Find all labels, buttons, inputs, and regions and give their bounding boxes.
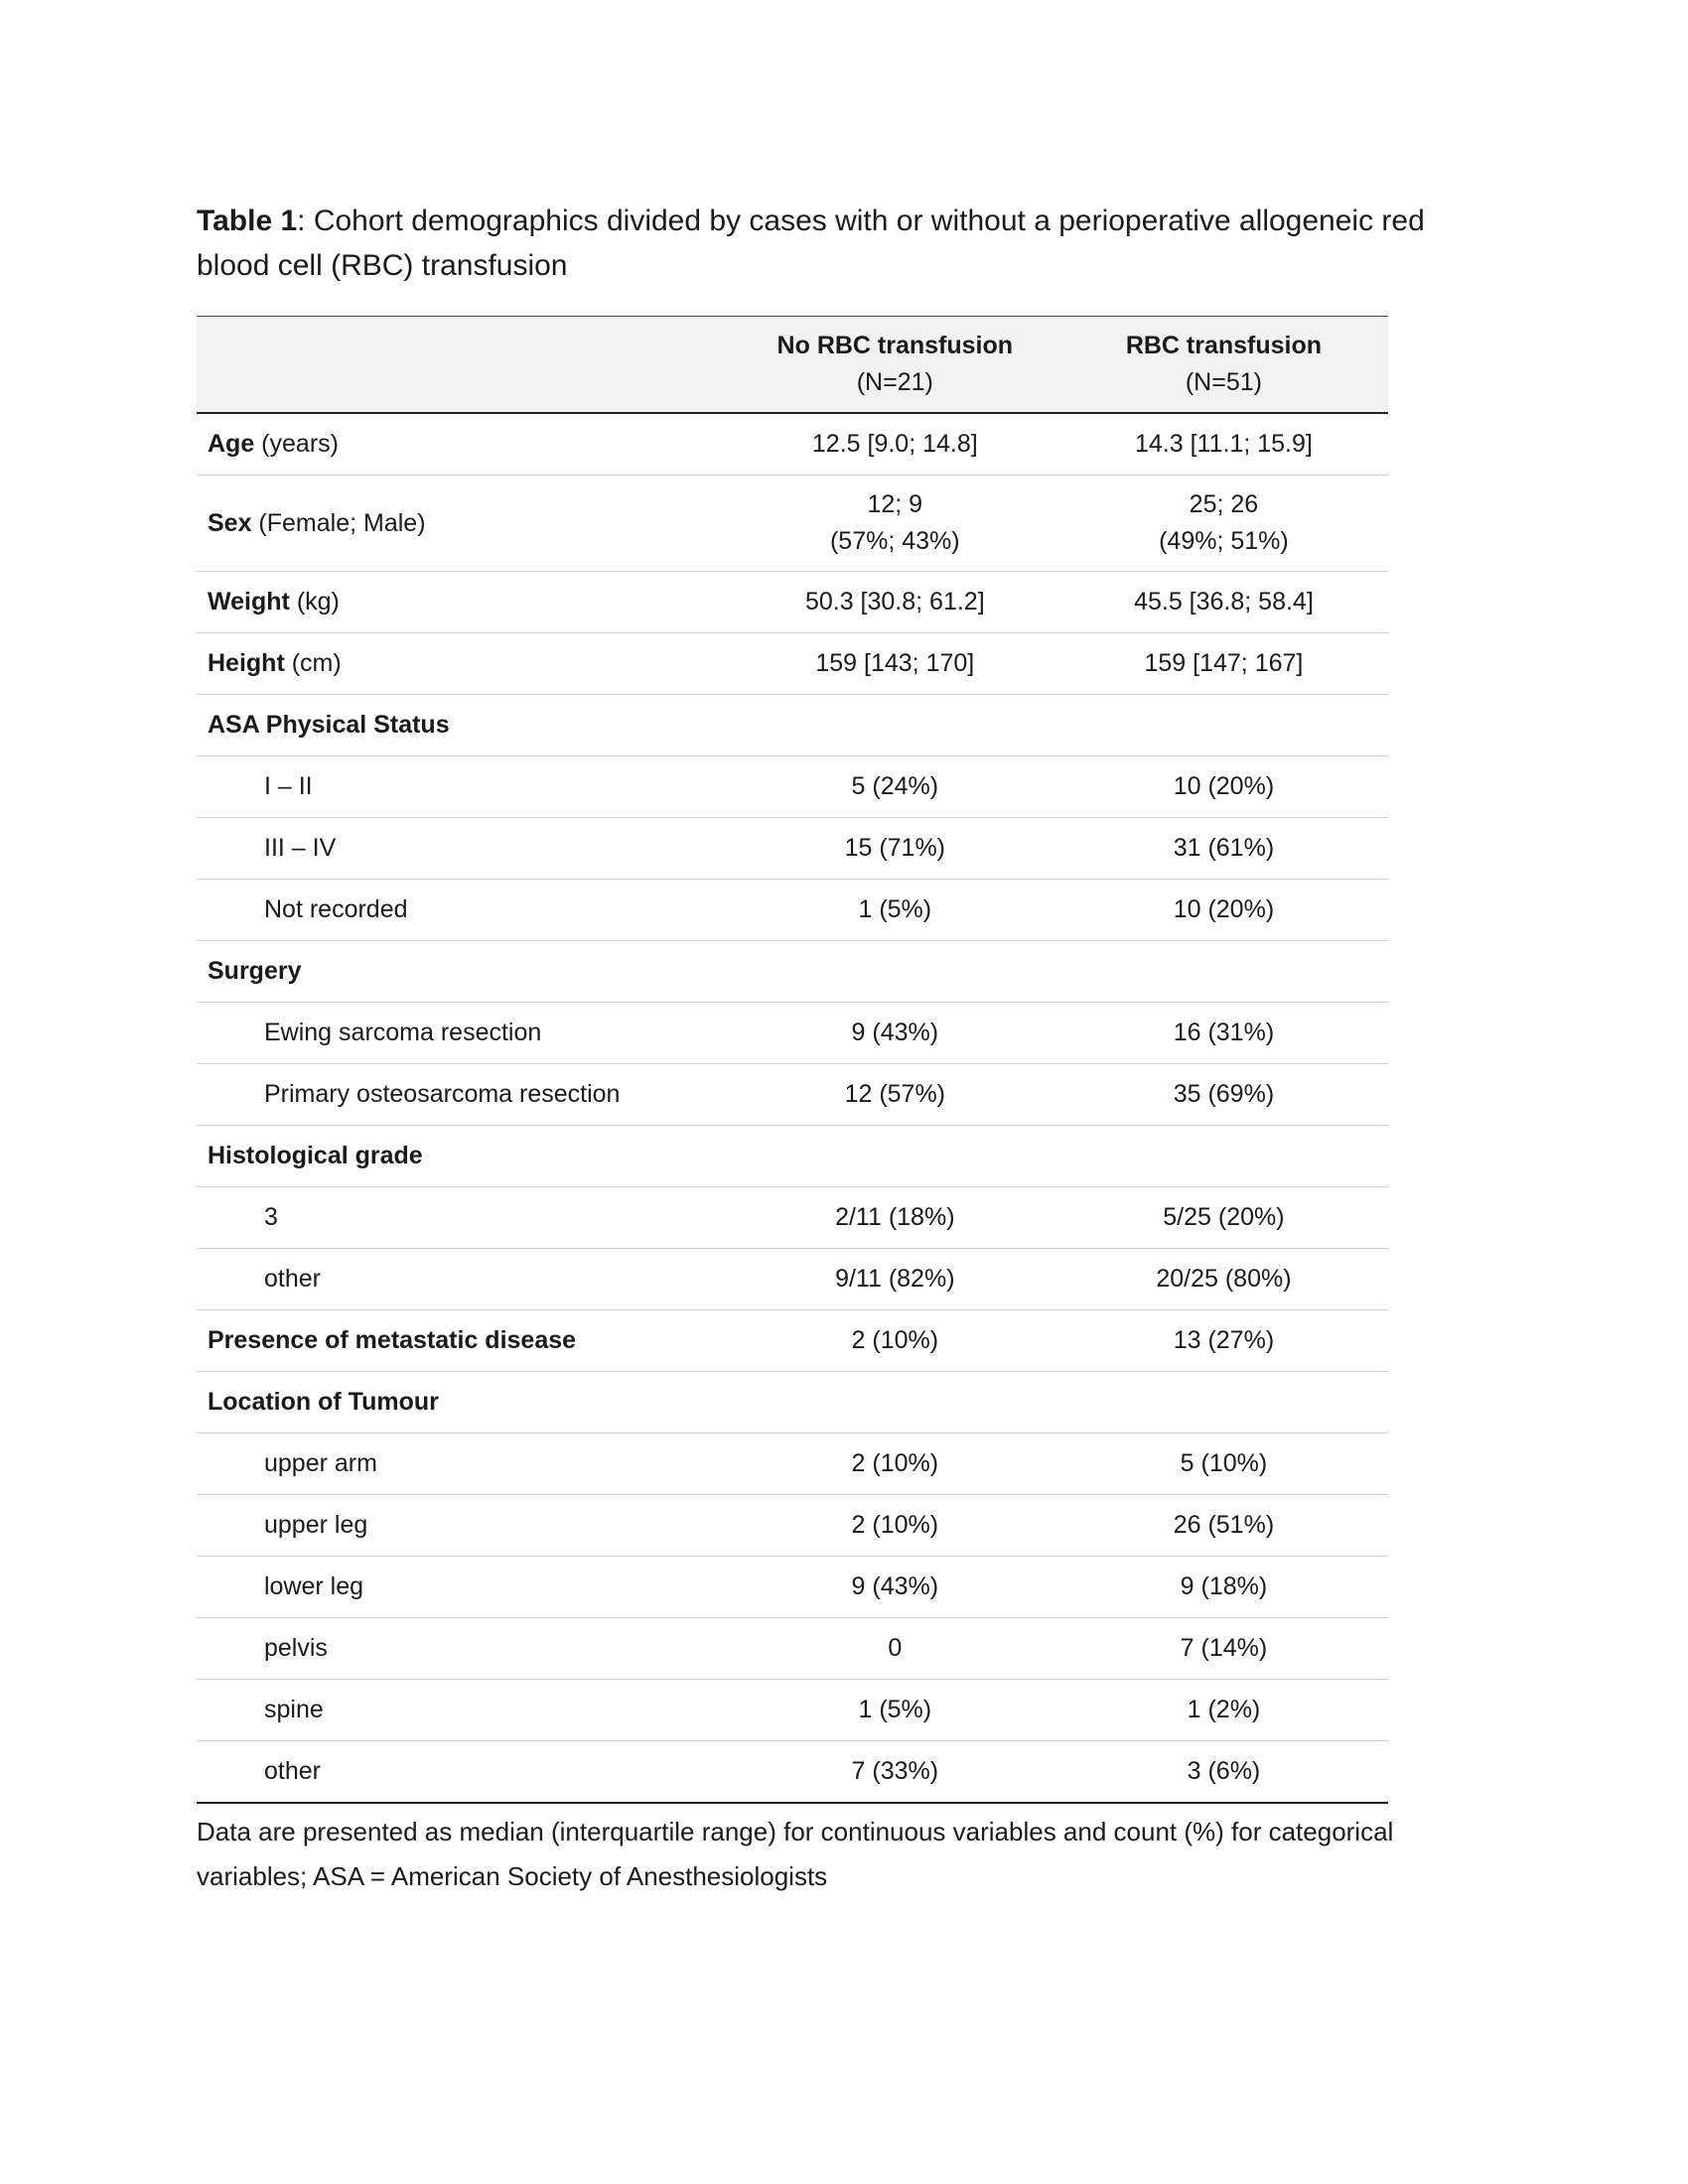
- cell-value: 35 (69%): [1173, 1080, 1275, 1108]
- table-row: [197, 1741, 1388, 1804]
- row-label-bold: Sex: [208, 508, 252, 537]
- cell-rbc: [1059, 1680, 1388, 1741]
- cell-value: 31 (61%): [1173, 834, 1275, 862]
- row-label: [197, 818, 731, 880]
- row-label-unit: (cm): [284, 649, 342, 677]
- cell-no-rbc: [731, 1064, 1059, 1126]
- table-row: [197, 413, 1388, 476]
- row-label: [197, 1557, 731, 1618]
- cell-no-rbc: [731, 413, 1059, 476]
- row-sublabel-text: upper arm: [264, 1449, 377, 1477]
- table-row: [197, 880, 1388, 941]
- row-label: [197, 1680, 731, 1741]
- table-row: [197, 818, 1388, 880]
- cell-value: 26 (51%): [1173, 1511, 1275, 1539]
- row-label-bold: Presence of metastatic disease: [208, 1326, 577, 1354]
- cell-no-rbc: [731, 1618, 1059, 1680]
- table-row: [197, 1495, 1388, 1557]
- table-row: [197, 1618, 1388, 1680]
- cell-no-rbc: [731, 818, 1059, 880]
- row-label: [197, 1187, 731, 1249]
- table-row: [197, 1126, 1388, 1187]
- cell-rbc: [1059, 572, 1388, 633]
- row-label: [197, 880, 731, 941]
- row-label: [197, 1003, 731, 1064]
- cell-value: 1 (5%): [858, 1696, 932, 1723]
- cell-value: 16 (31%): [1173, 1019, 1275, 1046]
- cell-rbc: [1059, 695, 1388, 756]
- row-sublabel-text: Not recorded: [264, 895, 408, 923]
- row-label: [197, 572, 731, 633]
- cell-value: (57%; 43%): [829, 527, 960, 555]
- row-label-unit: (Female; Male): [251, 508, 426, 537]
- cell-value: 7 (14%): [1180, 1634, 1268, 1662]
- row-label: [197, 1495, 731, 1557]
- row-label-unit: (years): [254, 430, 339, 458]
- cell-rbc: [1059, 818, 1388, 880]
- row-label: [197, 756, 731, 818]
- cell-rbc: [1059, 1126, 1388, 1187]
- row-label: [197, 1741, 731, 1804]
- table-row: [197, 1249, 1388, 1310]
- cell-value: 9/11 (82%): [835, 1265, 955, 1293]
- row-label-bold: Histological grade: [208, 1142, 423, 1169]
- table-row: [197, 1557, 1388, 1618]
- cell-value: 7 (33%): [851, 1757, 939, 1785]
- cell-value: 12; 9: [867, 490, 923, 518]
- cell-no-rbc: [731, 756, 1059, 818]
- cell-value: 1 (5%): [858, 895, 932, 923]
- cell-no-rbc: [731, 1249, 1059, 1310]
- cell-value: 2 (10%): [851, 1511, 939, 1539]
- row-sublabel-text: Primary osteosarcoma resection: [264, 1080, 621, 1108]
- cell-rbc: [1059, 413, 1388, 476]
- cell-value: 5/25 (20%): [1163, 1203, 1285, 1231]
- cell-value: 13 (27%): [1173, 1326, 1275, 1354]
- row-sublabel-text: lower leg: [264, 1572, 364, 1600]
- cell-value: 2 (10%): [851, 1449, 939, 1477]
- document-page: [197, 199, 1425, 1899]
- row-label-bold: Location of Tumour: [208, 1388, 439, 1416]
- table-row: [197, 1064, 1388, 1126]
- table-row: [197, 695, 1388, 756]
- cell-no-rbc: [731, 1741, 1059, 1804]
- table-row: [197, 572, 1388, 633]
- cell-rbc: [1059, 1249, 1388, 1310]
- cell-value: 9 (18%): [1180, 1572, 1268, 1600]
- cell-rbc: [1059, 1003, 1388, 1064]
- table-row: [197, 941, 1388, 1003]
- cell-no-rbc: [731, 1495, 1059, 1557]
- cell-value: 3 (6%): [1187, 1757, 1261, 1785]
- cell-value: 50.3 [30.8; 61.2]: [804, 588, 985, 615]
- cell-value: 15 (71%): [844, 834, 946, 862]
- row-label: [197, 476, 731, 572]
- row-label: [197, 1064, 731, 1126]
- cell-rbc: [1059, 1557, 1388, 1618]
- cell-rbc: [1059, 1372, 1388, 1433]
- cell-value: 0: [888, 1634, 903, 1662]
- cell-no-rbc: [731, 1187, 1059, 1249]
- row-sublabel-text: upper leg: [264, 1511, 368, 1539]
- cell-no-rbc: [731, 1372, 1059, 1433]
- cell-no-rbc: [731, 880, 1059, 941]
- table-caption: [197, 199, 1487, 288]
- cell-no-rbc: [731, 1003, 1059, 1064]
- demographics-table: [197, 316, 1388, 1804]
- row-label: [197, 1249, 731, 1310]
- row-label: [197, 1372, 731, 1433]
- row-label: [197, 1618, 731, 1680]
- cell-value: 12 (57%): [844, 1080, 946, 1108]
- cell-rbc: [1059, 941, 1388, 1003]
- cell-value: 2 (10%): [851, 1326, 939, 1354]
- cell-value: 9 (43%): [851, 1019, 939, 1046]
- header-no-rbc: [731, 317, 1059, 414]
- table-row: [197, 1372, 1388, 1433]
- cell-value: 159 [147; 167]: [1144, 649, 1304, 677]
- cell-value: 12.5 [9.0; 14.8]: [811, 430, 978, 458]
- header-row: [197, 317, 1388, 414]
- cell-value: 2/11 (18%): [835, 1203, 955, 1231]
- cell-no-rbc: [731, 1680, 1059, 1741]
- cell-no-rbc: [731, 572, 1059, 633]
- cell-no-rbc: [731, 1126, 1059, 1187]
- table-row: [197, 1187, 1388, 1249]
- table-row: [197, 756, 1388, 818]
- table-row: [197, 1003, 1388, 1064]
- row-sublabel-text: other: [264, 1757, 321, 1785]
- row-label-bold: Surgery: [208, 957, 302, 985]
- row-label-bold: ASA Physical Status: [208, 711, 450, 739]
- header-no-rbc-title: No RBC transfusion: [776, 332, 1014, 359]
- cell-rbc: [1059, 476, 1388, 572]
- cell-value: 10 (20%): [1173, 895, 1275, 923]
- row-sublabel-text: pelvis: [264, 1634, 328, 1662]
- cell-rbc: [1059, 1495, 1388, 1557]
- cell-value: 5 (10%): [1180, 1449, 1268, 1477]
- cell-rbc: [1059, 633, 1388, 695]
- table-header: [197, 317, 1388, 414]
- cell-value: 5 (24%): [851, 772, 939, 800]
- row-label-bold: Height: [208, 649, 285, 677]
- row-label: [197, 695, 731, 756]
- cell-rbc: [1059, 1433, 1388, 1495]
- row-sublabel-text: Ewing sarcoma resection: [264, 1019, 542, 1046]
- header-no-rbc-n: (N=21): [856, 368, 933, 396]
- row-sublabel-text: I – II: [264, 772, 313, 800]
- cell-rbc: [1059, 1618, 1388, 1680]
- row-label: [197, 1310, 731, 1372]
- cell-value: 45.5 [36.8; 58.4]: [1134, 588, 1314, 615]
- cell-value: 20/25 (80%): [1156, 1265, 1292, 1293]
- cell-rbc: [1059, 1310, 1388, 1372]
- row-sublabel-text: spine: [264, 1696, 324, 1723]
- cell-no-rbc: [731, 1557, 1059, 1618]
- cell-value: 10 (20%): [1173, 772, 1275, 800]
- row-label: [197, 633, 731, 695]
- row-label-bold: Age: [208, 430, 255, 458]
- cell-no-rbc: [731, 1433, 1059, 1495]
- row-label: [197, 413, 731, 476]
- table-footnote: Data are presented as median (interquartile range) for continuous variables and count (%) for categorical variables; ASA = American Society of Anesthesiologists: [197, 1817, 1394, 1891]
- table-row: [197, 1310, 1388, 1372]
- header-rbc-title: RBC transfusion: [1125, 332, 1323, 359]
- cell-rbc: [1059, 1741, 1388, 1804]
- cell-rbc: [1059, 1187, 1388, 1249]
- cell-no-rbc: [731, 1310, 1059, 1372]
- cell-value: 159 [143; 170]: [815, 649, 975, 677]
- table-row: [197, 1680, 1388, 1741]
- row-sublabel-text: III – IV: [264, 834, 337, 862]
- table-row: [197, 476, 1388, 572]
- row-label: [197, 941, 731, 1003]
- table-row: [197, 633, 1388, 695]
- row-label-unit: (kg): [289, 588, 340, 615]
- row-label-bold: Weight: [208, 588, 290, 615]
- table-row: [197, 1433, 1388, 1495]
- cell-value: 25; 26: [1189, 490, 1259, 518]
- cell-rbc: [1059, 756, 1388, 818]
- row-label: [197, 1433, 731, 1495]
- cell-no-rbc: [731, 941, 1059, 1003]
- cell-value: 9 (43%): [851, 1572, 939, 1600]
- cell-value: 1 (2%): [1187, 1696, 1261, 1723]
- row-sublabel-text: other: [264, 1265, 321, 1293]
- cell-value: 14.3 [11.1; 15.9]: [1135, 430, 1313, 458]
- cell-no-rbc: [731, 476, 1059, 572]
- caption-text: : Cohort demographics divided by cases with or without a perioperative allogeneic red blood cell (RBC) transfusion: [197, 205, 1425, 282]
- row-sublabel-text: 3: [264, 1203, 278, 1231]
- cell-value: (49%; 51%): [1159, 527, 1289, 555]
- caption-label: Table 1: [197, 205, 298, 237]
- table-body: [197, 413, 1388, 1803]
- cell-rbc: [1059, 880, 1388, 941]
- header-rbc-n: (N=51): [1185, 368, 1262, 396]
- cell-no-rbc: [731, 633, 1059, 695]
- header-label-cell: [197, 317, 731, 414]
- header-rbc: [1059, 317, 1388, 414]
- cell-no-rbc: [731, 695, 1059, 756]
- row-label: [197, 1126, 731, 1187]
- cell-rbc: [1059, 1064, 1388, 1126]
